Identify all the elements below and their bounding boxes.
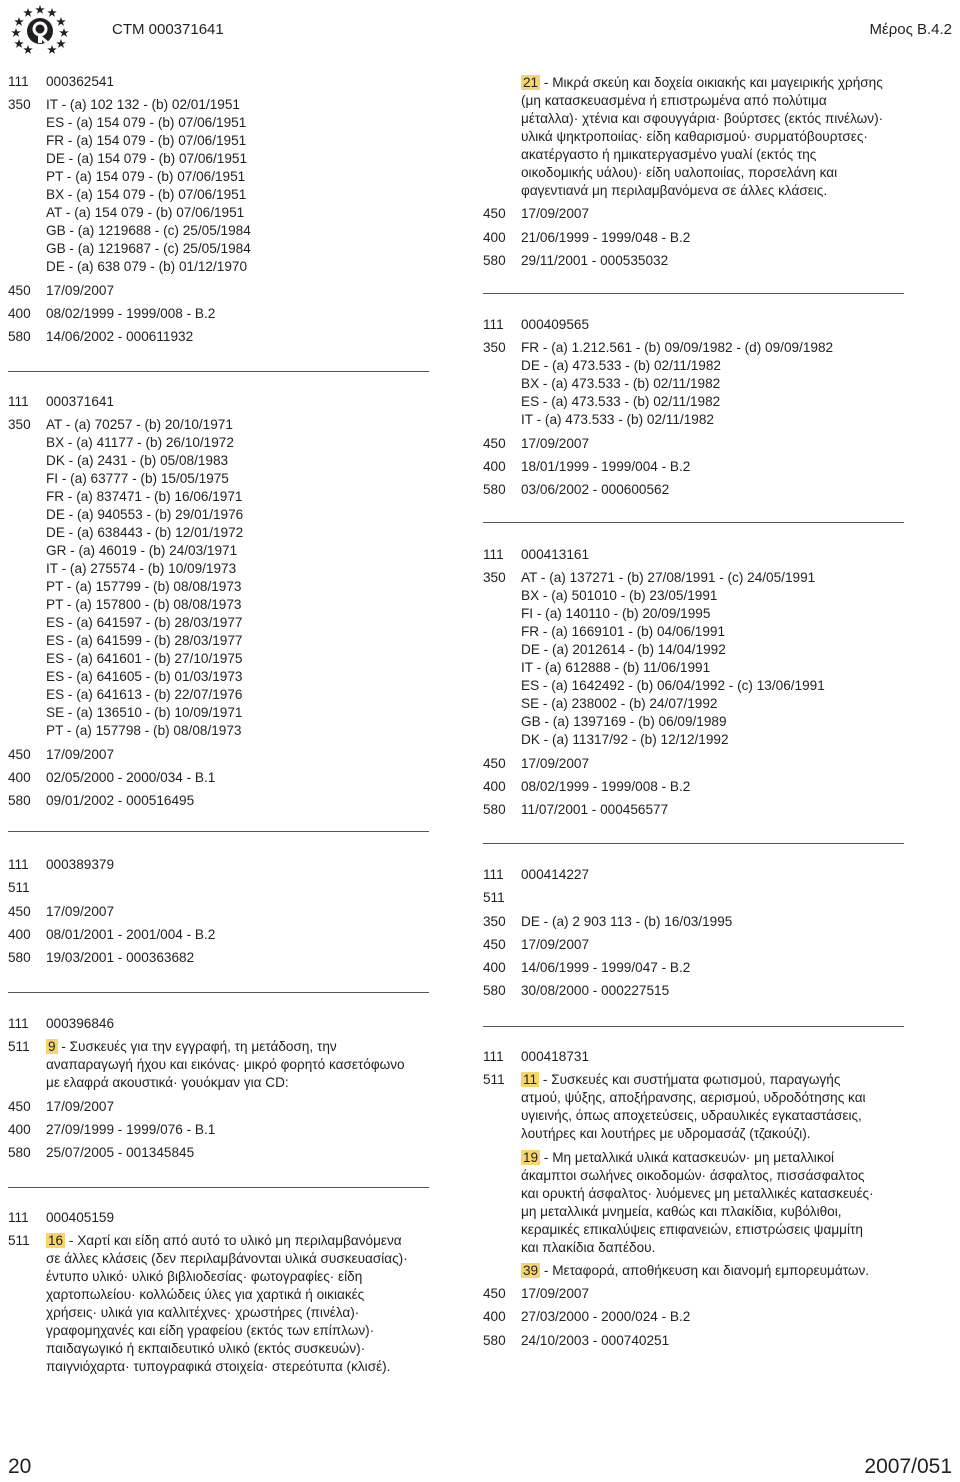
field-line: ES - (a) 641597 - (b) 28/03/1977 — [46, 615, 243, 631]
class-description: - Μεταφορά, αποθήκευση και διανομή εμπορευμάτων. — [540, 1262, 870, 1278]
record-000418731 — [483, 1048, 874, 1355]
field-value — [46, 328, 251, 346]
field-line: υλικά ψηκτροποιίας· είδη καθαρισμού· συρματόβουρτσες· — [521, 129, 868, 144]
field-row — [8, 1121, 405, 1139]
field-line: 17/09/2007 — [521, 1286, 590, 1302]
record-000396846 — [8, 1015, 405, 1167]
bulletin-issue: 2007/051 — [864, 1455, 952, 1478]
field-line: IT - (a) 612888 - (b) 11/06/1991 — [521, 660, 711, 676]
field-value — [521, 316, 833, 334]
field-row — [8, 73, 251, 91]
record-000371641 — [8, 393, 243, 815]
field-value — [521, 481, 833, 499]
field-value — [521, 959, 732, 977]
field-row — [483, 1308, 874, 1326]
field-code — [483, 1149, 521, 1257]
field-code: 580 — [483, 252, 506, 268]
field-line: 03/06/2002 - 000600562 — [521, 482, 670, 498]
field-row — [8, 393, 243, 411]
field-line: 000405159 — [46, 1210, 115, 1225]
field-value — [46, 903, 215, 921]
field-line: 21/06/1999 - 1999/048 - B.2 — [521, 229, 691, 245]
field-code — [483, 74, 521, 200]
field-value — [46, 792, 243, 810]
field-line: AT - (a) 154 079 - (b) 07/06/1951 — [46, 205, 245, 221]
field-code: 400 — [8, 769, 31, 785]
field-value — [46, 1121, 405, 1139]
field-code: 450 — [8, 282, 31, 298]
field-line: PT - (a) 157799 - (b) 08/08/1973 — [46, 579, 242, 595]
field-line: DE - (a) 638 079 - (b) 01/12/1970 — [46, 259, 247, 275]
field-line: GB - (a) 1397169 - (b) 06/09/1989 — [521, 714, 727, 730]
field-line: DE - (a) 2012614 - (b) 14/04/1992 — [521, 642, 726, 658]
page-number: 20 — [8, 1455, 32, 1478]
field-line: κεραμικές επικαλύψεις επιφανειών, επιστρώσεις ψαμμίτη — [521, 1221, 863, 1237]
field-line: 17/09/2007 — [521, 936, 590, 952]
field-line: 000389379 — [46, 857, 115, 872]
field-line: άκαμπτοι σωλήνες οικοδομών· άσφαλτος, πισσάσφαλτος — [521, 1167, 865, 1183]
field-line: DE - (a) 2 903 113 - (b) 16/03/1995 — [521, 913, 733, 929]
field-line: και ορυκτή άσφαλτος· λυόμενες μη μεταλλικές κατασκευές· — [521, 1185, 874, 1201]
field-value — [521, 755, 825, 773]
field-line: 000418731 — [521, 1049, 590, 1064]
field-code: 400 — [8, 926, 31, 942]
field-value — [46, 926, 215, 944]
field-row — [8, 769, 243, 787]
field-code: 111 — [8, 857, 29, 872]
field-value — [46, 282, 251, 300]
field-value — [521, 889, 732, 907]
field-line — [521, 1071, 874, 1089]
field-line: μη μεταλλικά μνημεία, καθώς και πλακίδια, κυβόλιθοι, — [521, 1203, 842, 1219]
field-value — [521, 229, 883, 247]
field-line: 000362541 — [46, 74, 115, 89]
field-value — [521, 936, 732, 954]
class-number-badge: 11 — [523, 1072, 538, 1088]
field-code: 111 — [483, 867, 504, 882]
field-value — [521, 1149, 874, 1257]
field-line: BX - (a) 154 079 - (b) 07/06/1951 — [46, 187, 247, 203]
record-separator — [483, 843, 904, 844]
field-line: 08/02/1999 - 1999/008 - B.2 — [521, 778, 691, 794]
document-reference: CTM 000371641 — [112, 21, 224, 38]
field-line: 30/08/2000 - 000227515 — [521, 983, 670, 999]
field-line: έντυπο υλικό· υλικό βιβλιοδεσίας· φωτογραφίες· είδη — [46, 1269, 363, 1285]
field-row — [483, 252, 883, 270]
field-row — [483, 1071, 874, 1143]
field-row — [483, 959, 732, 977]
field-row — [483, 1048, 874, 1066]
field-line: 000409565 — [521, 317, 590, 332]
field-line: 27/09/1999 - 1999/076 - B.1 — [46, 1121, 216, 1137]
record-separator — [483, 1026, 904, 1027]
field-value — [46, 96, 251, 276]
field-line: DE - (a) 154 079 - (b) 07/06/1951 — [46, 151, 247, 167]
field-line: PT - (a) 157800 - (b) 08/08/1973 — [46, 597, 242, 613]
field-row — [483, 755, 825, 773]
field-row — [483, 1149, 874, 1257]
field-value — [521, 982, 732, 1000]
class-description: - Μικρά σκεύη και δοχεία οικιακής και μαγειρικής χρήσης — [540, 75, 883, 90]
field-code: 350 — [483, 913, 506, 929]
field-value — [46, 1144, 405, 1162]
field-row — [483, 316, 833, 334]
record-separator — [8, 831, 429, 832]
field-code: 450 — [483, 206, 506, 222]
field-line: PT - (a) 154 079 - (b) 07/06/1951 — [46, 169, 246, 185]
field-row — [483, 913, 732, 931]
field-code: 580 — [483, 983, 506, 999]
field-code: 111 — [8, 1210, 29, 1225]
field-line: φαγεντιανά μη περιλαμβανόμενα σε άλλες κλάσεις. — [521, 183, 828, 198]
field-value — [521, 1285, 874, 1303]
field-row — [483, 546, 825, 564]
record-000413161 — [483, 546, 825, 824]
field-line: BX - (a) 501010 - (b) 23/05/1991 — [521, 588, 718, 604]
field-code: 450 — [483, 755, 506, 771]
field-code: 511 — [8, 880, 30, 896]
field-line: και πλακίδια δαπέδου. — [521, 1239, 656, 1255]
field-row — [8, 949, 215, 967]
field-line: FI - (a) 63777 - (b) 15/05/1975 — [46, 471, 229, 487]
field-code: 111 — [483, 547, 504, 562]
field-value — [46, 856, 215, 874]
class-description: - Χαρτί και είδη από αυτό το υλικό μη περιλαμβανόμενα — [65, 1233, 402, 1249]
field-code: 111 — [483, 317, 504, 332]
field-line: FR - (a) 154 079 - (b) 07/06/1951 — [46, 133, 247, 149]
field-line: BX - (a) 41177 - (b) 26/10/1972 — [46, 435, 234, 451]
field-line: 02/05/2000 - 2000/034 - B.1 — [46, 769, 216, 785]
field-row — [8, 305, 251, 323]
field-row — [8, 1209, 408, 1227]
record-separator — [483, 293, 904, 294]
field-line: χρήσεις· υλικά για καλλιτέχνες· χρωστήρες (πινέλα)· — [46, 1305, 360, 1321]
field-line: γραφομηχανές και είδη γραφείου (εκτός των επίπλων)· — [46, 1323, 375, 1339]
field-row — [483, 435, 833, 453]
field-value — [521, 1048, 874, 1066]
field-value — [46, 1098, 405, 1116]
field-line: 000371641 — [46, 394, 115, 409]
field-row — [483, 866, 732, 884]
field-code: 350 — [8, 97, 31, 113]
field-value — [521, 339, 833, 429]
field-line: 24/10/2003 - 000740251 — [521, 1332, 670, 1348]
field-code: 580 — [483, 802, 506, 818]
field-line: 17/09/2007 — [46, 1098, 115, 1114]
field-value — [46, 416, 243, 740]
field-line: (μη κατασκευασμένα ή επιστρωμένα από πολύτιμα — [521, 93, 827, 108]
field-line: 17/09/2007 — [521, 755, 590, 771]
field-code — [483, 1262, 521, 1280]
field-line: 17/09/2007 — [521, 435, 590, 451]
field-row — [483, 1285, 874, 1303]
field-code: 580 — [8, 793, 31, 809]
class-description: - Μη μεταλλικά υλικά κατασκευών· μη μεταλλικοί — [540, 1149, 835, 1165]
field-line: BX - (a) 473.533 - (b) 02/11/1982 — [521, 376, 721, 392]
field-code: 400 — [8, 1121, 31, 1137]
field-value — [521, 569, 825, 749]
field-line: 14/06/1999 - 1999/047 - B.2 — [521, 960, 691, 976]
field-code: 350 — [483, 340, 506, 356]
field-line: 29/11/2001 - 000535032 — [521, 252, 669, 268]
record-separator — [483, 522, 904, 523]
field-line: ES - (a) 641601 - (b) 27/10/1975 — [46, 651, 243, 667]
class-number-badge: 21 — [523, 75, 539, 90]
field-row — [8, 926, 215, 944]
field-line: 25/07/2005 - 001345845 — [46, 1145, 195, 1161]
field-line — [521, 74, 883, 92]
field-line: παιγνιόχαρτα· τυπογραφικά στοιχεία· στερεότυπα (κλισέ). — [46, 1359, 391, 1375]
field-line — [521, 1262, 874, 1280]
record-000409565 — [483, 316, 833, 504]
field-line: SE - (a) 238002 - (b) 24/07/1992 — [521, 696, 718, 712]
field-line: 000414227 — [521, 867, 590, 882]
field-value — [521, 913, 732, 931]
field-line: AT - (a) 137271 - (b) 27/08/1991 - (c) 24/05/1991 — [521, 570, 816, 586]
field-code: 350 — [8, 417, 31, 433]
field-line: 17/09/2007 — [521, 206, 590, 222]
field-line — [46, 1038, 405, 1056]
field-line: 18/01/1999 - 1999/004 - B.2 — [521, 458, 691, 474]
field-line: ES - (a) 641605 - (b) 01/03/1973 — [46, 669, 243, 685]
field-value — [46, 769, 243, 787]
field-value — [46, 1038, 405, 1092]
field-value — [46, 1209, 408, 1227]
field-code: 450 — [483, 1286, 506, 1302]
field-row — [483, 801, 825, 819]
field-line: FR - (a) 1.212.561 - (b) 09/09/1982 - (d) 09/09/1982 — [521, 340, 834, 356]
field-line: FR - (a) 1669101 - (b) 04/06/1991 — [521, 624, 726, 640]
field-code: 400 — [483, 1309, 506, 1325]
field-row — [483, 569, 825, 749]
field-line: 17/09/2007 — [46, 746, 115, 762]
field-line: 11/07/2001 - 000456577 — [521, 802, 669, 818]
field-row — [483, 1332, 874, 1350]
field-row — [8, 792, 243, 810]
field-row — [483, 889, 732, 907]
class-description: - Συσκευές για την εγγραφή, τη μετάδοση, την — [57, 1039, 337, 1055]
field-row — [483, 458, 833, 476]
field-line — [521, 1149, 874, 1167]
field-value — [46, 1015, 405, 1033]
field-line: IT - (a) 473.533 - (b) 02/11/1982 — [521, 412, 714, 428]
field-line: FI - (a) 140110 - (b) 20/09/1995 — [521, 606, 711, 622]
field-value — [521, 252, 883, 270]
field-row — [8, 856, 215, 874]
field-line: GB - (a) 1219687 - (c) 25/05/1984 — [46, 241, 251, 257]
field-line: υγιεινής, όπως αποχετεύσεις, υδραυλικές εγκαταστάσεις, — [521, 1108, 862, 1124]
class-number-badge: 19 — [523, 1149, 539, 1165]
field-row — [8, 879, 215, 897]
record-separator — [8, 371, 429, 372]
field-row — [8, 282, 251, 300]
field-value — [46, 879, 215, 897]
field-value — [521, 205, 883, 223]
field-line: DE - (a) 940553 - (b) 29/01/1976 — [46, 507, 244, 523]
field-line: DE - (a) 638443 - (b) 12/01/1972 — [46, 525, 244, 541]
field-row — [483, 936, 732, 954]
field-line: AT - (a) 70257 - (b) 20/10/1971 — [46, 417, 233, 433]
field-line: οικοδομικής υάλου)· είδη υαλοποιίας, πορσελάνη και — [521, 165, 838, 180]
field-code: 580 — [8, 329, 31, 345]
field-line: αναπαραγωγή ήχου και εικόνας· μικρό φορητό κασετόφωνο — [46, 1057, 405, 1073]
field-code: 400 — [483, 778, 506, 794]
class-number-badge: 9 — [48, 1039, 56, 1055]
field-code: 111 — [8, 1016, 29, 1031]
field-row — [8, 903, 215, 921]
field-value — [521, 1262, 874, 1280]
class-number-badge: 16 — [48, 1233, 64, 1249]
field-code: 111 — [8, 74, 29, 89]
field-value — [521, 778, 825, 796]
field-row — [8, 746, 243, 764]
field-line: IT - (a) 275574 - (b) 10/09/1973 — [46, 561, 237, 577]
field-line: 000413161 — [521, 547, 590, 562]
field-line: FR - (a) 837471 - (b) 16/06/1971 — [46, 489, 243, 505]
field-line: SE - (a) 136510 - (b) 10/09/1971 — [46, 705, 243, 721]
field-row — [8, 328, 251, 346]
field-code: 511 — [483, 1072, 505, 1088]
field-value — [46, 949, 215, 967]
field-line: 08/01/2001 - 2001/004 - B.2 — [46, 926, 216, 942]
field-line: ES - (a) 1642492 - (b) 06/04/1992 - (c) 13/06/1991 — [521, 678, 825, 694]
field-row — [8, 1232, 408, 1376]
field-row — [8, 1038, 405, 1092]
field-code: 400 — [8, 305, 31, 321]
field-value — [46, 746, 243, 764]
field-code: 511 — [8, 1039, 30, 1055]
field-row — [483, 1262, 874, 1280]
field-line: DE - (a) 473.533 - (b) 02/11/1982 — [521, 358, 721, 374]
field-line: σε άλλες κλάσεις (δεν περιλαμβάνονται υλικά συσκευασίας)· — [46, 1251, 408, 1267]
field-value — [521, 1308, 874, 1326]
field-code: 580 — [8, 950, 31, 966]
field-line: 000396846 — [46, 1016, 115, 1031]
field-code: 400 — [483, 458, 506, 474]
field-row — [483, 778, 825, 796]
field-value — [46, 73, 251, 91]
field-line: 08/02/1999 - 1999/008 - B.2 — [46, 305, 216, 321]
field-line: χαρτοπωλείου· κολλώδεις ύλες για χαρτικά ή οικιακές — [46, 1287, 365, 1303]
field-line: GB - (a) 1219688 - (c) 25/05/1984 — [46, 223, 251, 239]
record-000405159 — [8, 1209, 408, 1382]
eu-emblem-logo — [8, 3, 72, 55]
field-value — [521, 458, 833, 476]
record-separator — [8, 992, 429, 993]
field-code: 400 — [483, 960, 506, 976]
part-label: Μέρος B.4.2 — [869, 21, 952, 38]
field-code: 580 — [483, 482, 506, 498]
field-line: PT - (a) 157798 - (b) 08/08/1973 — [46, 723, 242, 739]
field-row — [483, 481, 833, 499]
field-code: 450 — [483, 435, 506, 451]
field-value — [46, 393, 243, 411]
field-code: 580 — [8, 1145, 31, 1161]
field-row — [8, 416, 243, 740]
field-row — [483, 205, 883, 223]
field-line: ES - (a) 473.533 - (b) 02/11/1982 — [521, 394, 721, 410]
field-line: ατμού, ψύξης, αποξήρανσης, αερισμού, υδροδότησης και — [521, 1090, 866, 1106]
field-line: 17/09/2007 — [46, 282, 115, 298]
field-row — [8, 1144, 405, 1162]
field-value — [46, 305, 251, 323]
record-000414227 — [483, 866, 732, 1006]
field-row — [483, 982, 732, 1000]
field-value — [521, 866, 732, 884]
field-line: 14/06/2002 - 000611932 — [46, 329, 194, 345]
field-row — [8, 1015, 405, 1033]
field-value — [46, 1232, 408, 1376]
field-row — [483, 229, 883, 247]
field-code: 511 — [8, 1233, 30, 1249]
field-line: GR - (a) 46019 - (b) 24/03/1971 — [46, 543, 238, 559]
field-line: ES - (a) 154 079 - (b) 07/06/1951 — [46, 115, 247, 131]
field-line: μέταλλα)· χτένια και σφουγγάρια· βούρτσες (εκτός πινέλων)· — [521, 111, 884, 126]
field-line: 19/03/2001 - 000363682 — [46, 950, 195, 966]
field-code: 450 — [8, 1098, 31, 1114]
field-code: 111 — [483, 1049, 504, 1064]
field-value — [521, 1071, 874, 1143]
field-line: 17/09/2007 — [46, 903, 115, 919]
field-value — [521, 1332, 874, 1350]
field-row — [8, 96, 251, 276]
field-line: DK - (a) 2431 - (b) 05/08/1983 — [46, 453, 229, 469]
field-row — [483, 339, 833, 429]
field-code: 350 — [483, 570, 506, 586]
field-line: IT - (a) 102 132 - (b) 02/01/1951 — [46, 97, 240, 113]
field-line: 27/03/2000 - 2000/024 - B.2 — [521, 1309, 691, 1325]
record-continuation-class-21 — [483, 74, 883, 275]
field-code: 450 — [8, 746, 31, 762]
record-separator — [8, 1187, 429, 1188]
field-line: ES - (a) 641613 - (b) 22/07/1976 — [46, 687, 243, 703]
field-line: με ελαφρά ακουστικά· γουόκμαν για CD: — [46, 1075, 289, 1091]
field-code: 450 — [8, 903, 31, 919]
field-code: 511 — [483, 890, 505, 906]
field-row — [483, 74, 883, 200]
field-row — [8, 1098, 405, 1116]
field-code: 400 — [483, 229, 506, 245]
record-000362541 — [8, 73, 251, 351]
field-value — [521, 435, 833, 453]
class-description: - Συσκευές και συστήματα φωτισμού, παραγωγής — [539, 1072, 841, 1088]
field-value — [521, 546, 825, 564]
field-line: DK - (a) 11317/92 - (b) 12/12/1992 — [521, 732, 729, 748]
field-code: 450 — [483, 936, 506, 952]
field-value — [521, 74, 883, 200]
field-value — [521, 801, 825, 819]
field-line: παιδαγωγικό ή εκπαιδευτικό υλικό (εκτός συσκευών)· — [46, 1341, 366, 1357]
field-line: ES - (a) 641599 - (b) 28/03/1977 — [46, 633, 243, 649]
field-line — [46, 1232, 408, 1250]
field-line: ακατέργαστο ή ημικατεργασμένο γυαλί (εκτός της — [521, 147, 817, 162]
field-code: 111 — [8, 394, 29, 409]
field-line: λουτήρες και λουτήρες με υδρομασάζ (τζακούζι). — [521, 1126, 811, 1142]
record-000389379 — [8, 856, 215, 972]
field-line: 09/01/2002 - 000516495 — [46, 793, 195, 809]
class-number-badge: 39 — [523, 1262, 539, 1278]
field-code: 580 — [483, 1332, 506, 1348]
